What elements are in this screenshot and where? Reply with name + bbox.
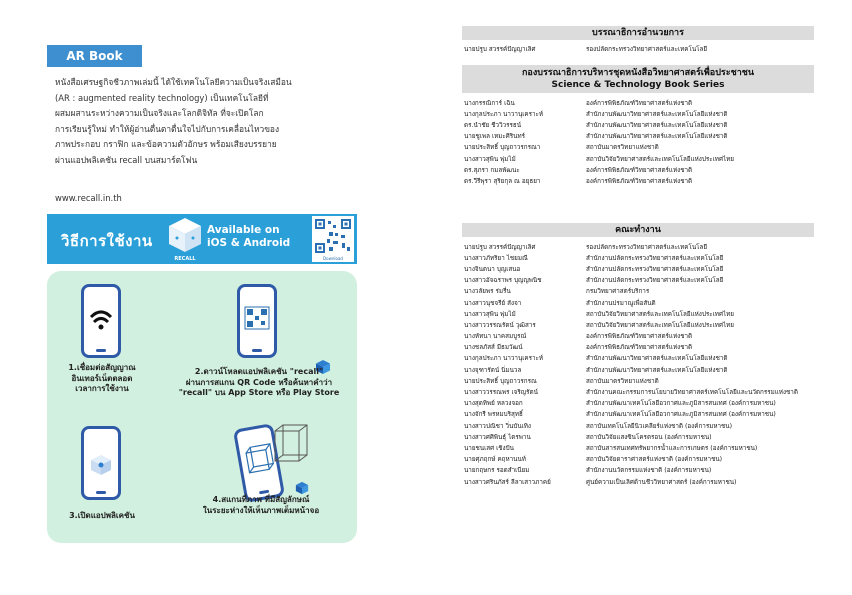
credit-row <box>464 97 844 108</box>
recall-url[interactable]: www.recall.in.th <box>55 193 122 203</box>
phone-wifi <box>81 284 121 358</box>
section-editorial-board-title: กองบรรณาธิการบริหารชุดหนังสือวิทยาศาสตร์เพื่อประชาชน <box>521 68 755 78</box>
qr-code-icon <box>315 219 351 253</box>
credit-organization: สำนักงานพัฒนาเทคโนโลยีอวกาศและภูมิสารสนเทศ (องค์การมหาชน) <box>586 411 776 419</box>
credit-name: นางจุฑารัตน์ นิ่มนวล <box>464 366 522 374</box>
credit-organization: กรมวิทยาศาสตร์บริการ <box>586 288 650 296</box>
credit-row <box>464 353 844 364</box>
credit-organization: สถาบันมาตรวิทยาแห่งชาติ <box>586 377 659 385</box>
credit-name: นายประสิทธิ์ บุญถาวรกรณา <box>464 144 541 152</box>
credit-row <box>464 297 844 308</box>
credit-organization: รองปลัดกระทรวงวิทยาศาสตร์และเทคโนโลยี <box>586 243 708 251</box>
credit-row <box>464 275 844 286</box>
editor-director-list <box>464 43 844 54</box>
credit-row <box>464 142 844 153</box>
app-icon <box>84 429 118 497</box>
credit-name: นางสาวภัทริยา ไชยมณี <box>464 254 528 262</box>
credit-name: นางสาวสุพิน พุ่มไม้ <box>464 155 516 163</box>
credit-row <box>464 241 844 252</box>
credit-row <box>464 286 844 297</box>
section-editor-director-header <box>462 26 814 40</box>
credit-row <box>464 386 844 397</box>
credit-name: นางสาวนุชจรีย์ สังจา <box>464 299 522 307</box>
credit-name: นางจินตนา บุญเสนอ <box>464 265 521 273</box>
credit-row <box>464 420 844 431</box>
credit-organization: สำนักงานพัฒนาวิทยาศาสตร์และเทคโนโลยีแห่งชาติ <box>586 110 728 118</box>
credit-row <box>464 319 844 330</box>
credit-name: นายศุภฤกษ์ คฤหานนท์ <box>464 456 526 464</box>
section-working-team-title: คณะทำงาน <box>615 225 661 235</box>
credit-row <box>464 454 844 465</box>
credit-organization: สำนักงานพัฒนาวิทยาศาสตร์และเทคโนโลยีแห่งชาติ <box>586 355 728 363</box>
credit-organization: สถาบันเทคโนโลยีนิวเคลียร์แห่งชาติ (องค์การมหาชน) <box>586 422 733 430</box>
wifi-icon <box>84 287 118 355</box>
how-to-use-banner <box>47 214 357 264</box>
phone-app <box>81 426 121 500</box>
ar-cube-outline-icon <box>273 421 309 469</box>
credit-organization: องค์การพิพิธภัณฑ์วิทยาศาสตร์แห่งชาติ <box>586 99 693 107</box>
credit-organization: สถาบันวิจัยแสงซินโครตรอน (องค์การมหาชน) <box>586 433 712 441</box>
credit-name: นางจักรี พรหมบริสุทธิ์ <box>464 411 523 419</box>
credit-name: ดร.นำชัย ชีววิวรรธน์ <box>464 121 522 129</box>
credit-row <box>464 476 844 487</box>
credit-organization: สำนักงานพัฒนาวิทยาศาสตร์และเทคโนโลยีแห่งชาติ <box>586 121 728 129</box>
how-to-use-title: วิธีการใช้งาน <box>61 232 153 250</box>
credit-organization: องค์การพิพิธภัณฑ์วิทยาศาสตร์แห่งชาติ <box>586 166 693 174</box>
credit-name: ดร.วีรีพุรา สุริยกุล ณ อยุธยา <box>464 177 541 185</box>
credit-row <box>464 431 844 442</box>
step-1-caption: 1.เชื่อมต่อสัญญาณ อินเทอร์เน็ตตลอด เวลาการใช้งาน <box>68 363 136 393</box>
credit-name: นายชนเสศ เชิงปัน <box>464 444 514 452</box>
credit-organization: สถาบันสารสนเทศทรัพยากรน้ำและการเกษตร (องค์การมหาชน) <box>586 444 758 452</box>
intro-paragraph: หนังสือเศรษฐกิจชีวภาพเล่มนี้ ได้ใช้เทคโนโลยีความเป็นจริงเสมือน (AR : augmented reality technology) เป็นเทคโนโลยีที่ ผสมผสานระหว่างความเป็นจริงและโลกดิจิทัล ที่จะเปิดโลก การเรียนรู้ใหม่ ทำให้ผู้อ่านตื่นตาตื่นใจไปกับการเคลื่อนไหวของ ภาพประกอบ กราฟิก และข้อความตัวอักษร พร้อมเสียงบรรยาย ผ่านแอปพลิเคชัน recall บนสมาร์ตโฟน <box>55 77 292 165</box>
credit-row <box>464 119 844 130</box>
credit-row <box>464 263 844 274</box>
available-platforms: Available on iOS & Android <box>207 224 291 249</box>
credit-organization: สำนักงานปรมาณูเพื่อสันติ <box>586 299 656 307</box>
credit-row <box>464 331 844 342</box>
credit-name: นางสาววรรณรัตน์ วุฒิสาร <box>464 321 536 329</box>
credit-organization: สถาบันวิจัยดาราศาสตร์แห่งชาติ (องค์การมหาชน) <box>586 456 723 464</box>
credit-row <box>464 108 844 119</box>
qr-code[interactable] <box>312 216 354 262</box>
credit-organization: สำนักงานปลัดกระทรวงวิทยาศาสตร์และเทคโนโลยี <box>586 265 724 273</box>
credit-name: นางสาวอัจฉราพร บุญญพนิช <box>464 277 542 285</box>
credit-organization: สำนักงานนวัตกรรมแห่งชาติ (องค์การมหาชน) <box>586 467 712 475</box>
step-4-caption: 4.สแกนที่ภาพ ที่มีสัญลักษณ์ ในระยะห่างให้เห็นภาพเต็มหน้าจอ <box>202 495 320 515</box>
qr-phone-icon <box>240 287 274 355</box>
credit-row <box>464 164 844 175</box>
section-editorial-board-subtitle: Science & Technology Book Series <box>551 80 725 90</box>
credit-organization: สำนักงานพัฒนาวิทยาศาสตร์และเทคโนโลยีแห่งชาติ <box>586 366 728 374</box>
credit-name: นางสาวศรินภัสร์ ลีลาเสาวภาคย์ <box>464 478 551 486</box>
recall-box-icon <box>165 214 205 264</box>
working-team-list <box>464 241 844 487</box>
credit-row <box>464 465 844 476</box>
credit-row <box>464 375 844 386</box>
step-2-caption: 2.ดาวน์โหลดแอปพลิเคชัน "recall" ผ่านการสแกน QR Code หรือค้นหาคำว่า "recall" บน App Store หรือ Play Store <box>178 367 340 397</box>
credit-organization: ศูนย์ความเป็นเลิศด้านชีววิทยาศาสตร์ (องค์การมหาชน) <box>586 478 737 486</box>
steps-panel <box>47 271 357 543</box>
credit-name: นางสาวศศิพินธุ์ ไตรพาน <box>464 433 531 441</box>
credit-organization: สำนักงานปลัดกระทรวงวิทยาศาสตร์และเทคโนโลยี <box>586 277 724 285</box>
credit-name: นางกรรณิการ์ เฉิน <box>464 99 515 107</box>
phone-qr <box>237 284 277 358</box>
credit-name: นางชลภัสส์ มีธมวัฒน์ <box>464 344 523 352</box>
credit-name: นางกุลประภา นาวานุเคราะห์ <box>464 355 544 363</box>
recall-box-small-icon <box>295 481 309 495</box>
credit-organization: สถาบันวิจัยวิทยาศาสตร์และเทคโนโลยีแห่งประเทศไทย <box>586 155 734 163</box>
step-3-caption: 3.เปิดแอปพลิเคชัน <box>69 511 135 520</box>
section-working-team-header <box>462 223 814 237</box>
section-editorial-board-header <box>462 65 814 93</box>
credit-row <box>464 175 844 186</box>
credit-row <box>464 364 844 375</box>
credit-organization: รองปลัดกระทรวงวิทยาศาสตร์และเทคโนโลยี <box>586 45 708 53</box>
credit-name: นางสาววรรณพร เจริญรัตน์ <box>464 389 538 397</box>
recall-label: RECALL <box>174 256 196 262</box>
credit-organization: องค์การพิพิธภัณฑ์วิทยาศาสตร์แห่งชาติ <box>586 344 693 352</box>
credit-name: นางสาวปณิชา วิ่นบันเทิง <box>464 422 531 430</box>
credit-row <box>464 409 844 420</box>
credit-name: นางกุลประภา นาวานุเคราะห์ <box>464 110 544 118</box>
credit-row <box>464 308 844 319</box>
credit-row <box>464 442 844 453</box>
credit-row <box>464 43 844 54</box>
ar-book-tag: AR Book <box>47 45 142 67</box>
credit-organization: สถาบันวิจัยวิทยาศาสตร์และเทคโนโลยีแห่งประเทศไทย <box>586 321 734 329</box>
credit-name: นางสาวสุพิน พุ่มไม้ <box>464 310 516 318</box>
credit-row <box>464 398 844 409</box>
credit-row <box>464 153 844 164</box>
download-label: Download <box>323 256 343 261</box>
credit-organization: องค์การพิพิธภัณฑ์วิทยาศาสตร์แห่งชาติ <box>586 177 693 185</box>
credit-name: นางสุดทิพย์ หลวงจอก <box>464 400 523 408</box>
credit-name: นายชูเพล เหมะศิรินทร์ <box>464 133 526 141</box>
credit-name: นายปรูบ สวรรค์ปัญญาเลิศ <box>464 243 536 251</box>
credit-row <box>464 342 844 353</box>
credit-organization: สำนักงานพัฒนาวิทยาศาสตร์และเทคโนโลยีแห่งชาติ <box>586 133 728 141</box>
credit-row <box>464 252 844 263</box>
credit-organization: สำนักงานพัฒนาเทคโนโลยีอวกาศและภูมิสารสนเทศ (องค์การมหาชน) <box>586 400 776 408</box>
credit-organization: สถาบันวิจัยวิทยาศาสตร์และเทคโนโลยีแห่งประเทศไทย <box>586 310 734 318</box>
credit-name: ดร.สุภรา กมลพัฒนะ <box>464 166 520 174</box>
editorial-board-list <box>464 97 844 187</box>
credit-name: นางหัทนา นาคสมบูรณ์ <box>464 333 527 341</box>
credit-organization: สถาบันมาตรวิทยาแห่งชาติ <box>586 144 659 152</box>
section-editor-director-title: บรรณาธิการอำนวยการ <box>592 28 684 38</box>
credit-organization: สำนักงานคณะกรรมการนโยบายวิทยาศาสตร์เทคโนโลยีและนวัตกรรมแห่งชาติ <box>586 389 798 397</box>
credit-organization: สำนักงานปลัดกระทรวงวิทยาศาสตร์และเทคโนโลยี <box>586 254 724 262</box>
credit-row <box>464 131 844 142</box>
credit-name: นางวลัยพร ร่มรื่น <box>464 288 511 296</box>
credit-name: นายกฤษกร รอดสำเนียม <box>464 467 530 475</box>
credit-name: นายประสิทธิ์ บุญถาวรกรณ <box>464 377 537 385</box>
credit-name: นายปรูบ สวรรค์ปัญญาเลิศ <box>464 45 536 53</box>
credit-organization: องค์การพิพิธภัณฑ์วิทยาศาสตร์แห่งชาติ <box>586 333 693 341</box>
